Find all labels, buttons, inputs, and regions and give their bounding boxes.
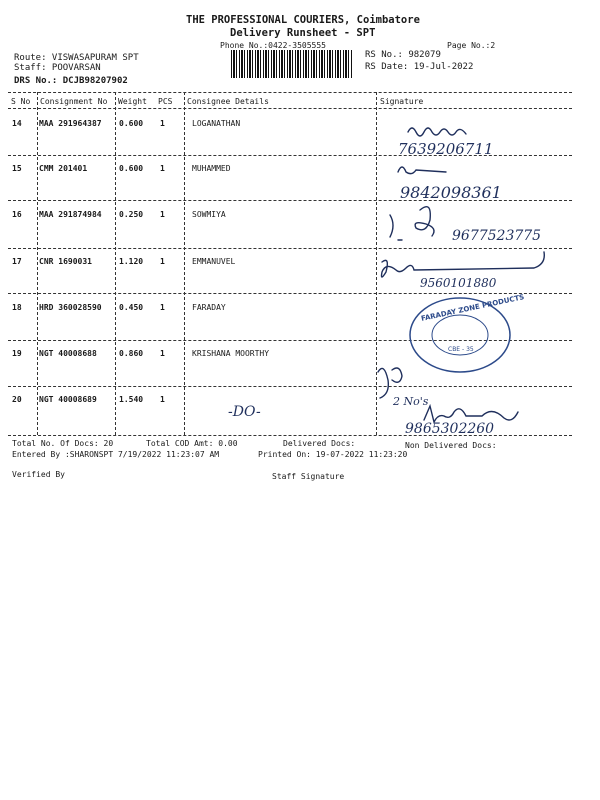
row-weight: 1.120 bbox=[119, 257, 144, 266]
page-number: Page No.:2 bbox=[447, 41, 496, 50]
row-weight: 0.450 bbox=[119, 303, 144, 312]
header-consignment: Consignment No bbox=[40, 97, 108, 106]
row-pcs: 1 bbox=[160, 210, 165, 219]
signature-scribble bbox=[378, 368, 402, 398]
row-sno: 14 bbox=[12, 119, 22, 128]
row-sno: 20 bbox=[12, 395, 22, 404]
signature-scribble bbox=[390, 207, 434, 240]
row-consignment: MAA 291964387 bbox=[39, 119, 102, 128]
row-consignment: NGT 40008688 bbox=[39, 349, 97, 358]
total-docs: Total No. Of Docs: 20 bbox=[12, 439, 114, 448]
row-sno: 17 bbox=[12, 257, 22, 266]
header-signature: Signature bbox=[380, 97, 424, 106]
row-consignment: CNR 1690031 bbox=[39, 257, 92, 266]
signature-scribble bbox=[398, 167, 446, 174]
delivered-docs: Delivered Docs: bbox=[283, 439, 356, 448]
row-pcs: 1 bbox=[160, 349, 165, 358]
row-consignee: SOWMIYA bbox=[192, 210, 226, 219]
company-stamp bbox=[408, 293, 525, 374]
drs-number: DRS No.: DCJB98207902 bbox=[14, 76, 128, 86]
row-sno: 18 bbox=[12, 303, 22, 312]
row-pcs: 1 bbox=[160, 395, 165, 404]
row-consignee: KRISHANA MOORTHY bbox=[192, 349, 270, 358]
handwritten-ditto: -DO- bbox=[228, 404, 261, 420]
row-pcs: 1 bbox=[160, 164, 165, 173]
signature-scribble bbox=[408, 128, 466, 136]
handwritten-count: 2 No's bbox=[393, 395, 429, 408]
handwritten-phone: 9865302260 bbox=[405, 421, 495, 437]
row-sno: 16 bbox=[12, 210, 22, 219]
staff-signature: Staff Signature bbox=[272, 472, 345, 481]
row-consignment: HRD 360028590 bbox=[39, 303, 102, 312]
document-title: Delivery Runsheet - SPT bbox=[230, 27, 376, 39]
row-sno: 19 bbox=[12, 349, 22, 358]
row-consignment: NGT 40008689 bbox=[39, 395, 97, 404]
row-weight: 0.600 bbox=[119, 119, 144, 128]
route: Route: VISWASAPURAM SPT bbox=[14, 53, 139, 63]
handwritten-phone: 9560101880 bbox=[420, 276, 497, 290]
header-pcs: PCS bbox=[158, 97, 173, 106]
printed-on: Printed On: 19-07-2022 11:23:20 bbox=[258, 450, 408, 459]
row-sno: 15 bbox=[12, 164, 22, 173]
verified-by: Verified By bbox=[12, 470, 65, 479]
signature-scribble bbox=[382, 252, 545, 277]
handwritten-phone: 7639206711 bbox=[398, 140, 494, 158]
entered-by: Entered By :SHARONSPT 7/19/2022 11:23:07 AM bbox=[12, 450, 220, 459]
phone-number: Phone No.:0422-3505555 bbox=[220, 41, 326, 50]
row-weight: 1.540 bbox=[119, 395, 144, 404]
handwritten-phone: 9842098361 bbox=[400, 183, 502, 202]
signature-scribble bbox=[424, 406, 518, 422]
stamp-text: FARADAY ZONE PRODUCTS bbox=[420, 293, 525, 323]
row-pcs: 1 bbox=[160, 257, 165, 266]
staff: Staff: POOVARSAN bbox=[14, 63, 101, 73]
company-name: THE PROFESSIONAL COURIERS, Coimbatore bbox=[186, 14, 420, 26]
row-pcs: 1 bbox=[160, 303, 165, 312]
header-consignee: Consignee Details bbox=[187, 97, 269, 106]
row-consignee: FARADAY bbox=[192, 303, 226, 312]
row-consignee: EMMANUVEL bbox=[192, 257, 236, 266]
row-consignee: LOGANATHAN bbox=[192, 119, 241, 128]
total-cod: Total COD Amt: 0.00 bbox=[146, 439, 238, 448]
handwritten-phone: 9677523775 bbox=[452, 228, 542, 244]
row-pcs: 1 bbox=[160, 119, 165, 128]
rs-number: RS No.: 982079 bbox=[365, 50, 441, 60]
non-delivered-docs: Non Delivered Docs: bbox=[405, 441, 497, 450]
header-sno: S No bbox=[11, 97, 31, 106]
stamp-subtext: CBE - 35 bbox=[448, 346, 474, 353]
row-weight: 0.860 bbox=[119, 349, 144, 358]
row-consignee: MUHAMMED bbox=[192, 164, 231, 173]
header-weight: Weight bbox=[118, 97, 147, 106]
row-weight: 0.600 bbox=[119, 164, 144, 173]
row-weight: 0.250 bbox=[119, 210, 144, 219]
rs-date: RS Date: 19-Jul-2022 bbox=[365, 62, 474, 72]
row-consignment: CMM 201401 bbox=[39, 164, 88, 173]
row-consignment: MAA 291874984 bbox=[39, 210, 102, 219]
